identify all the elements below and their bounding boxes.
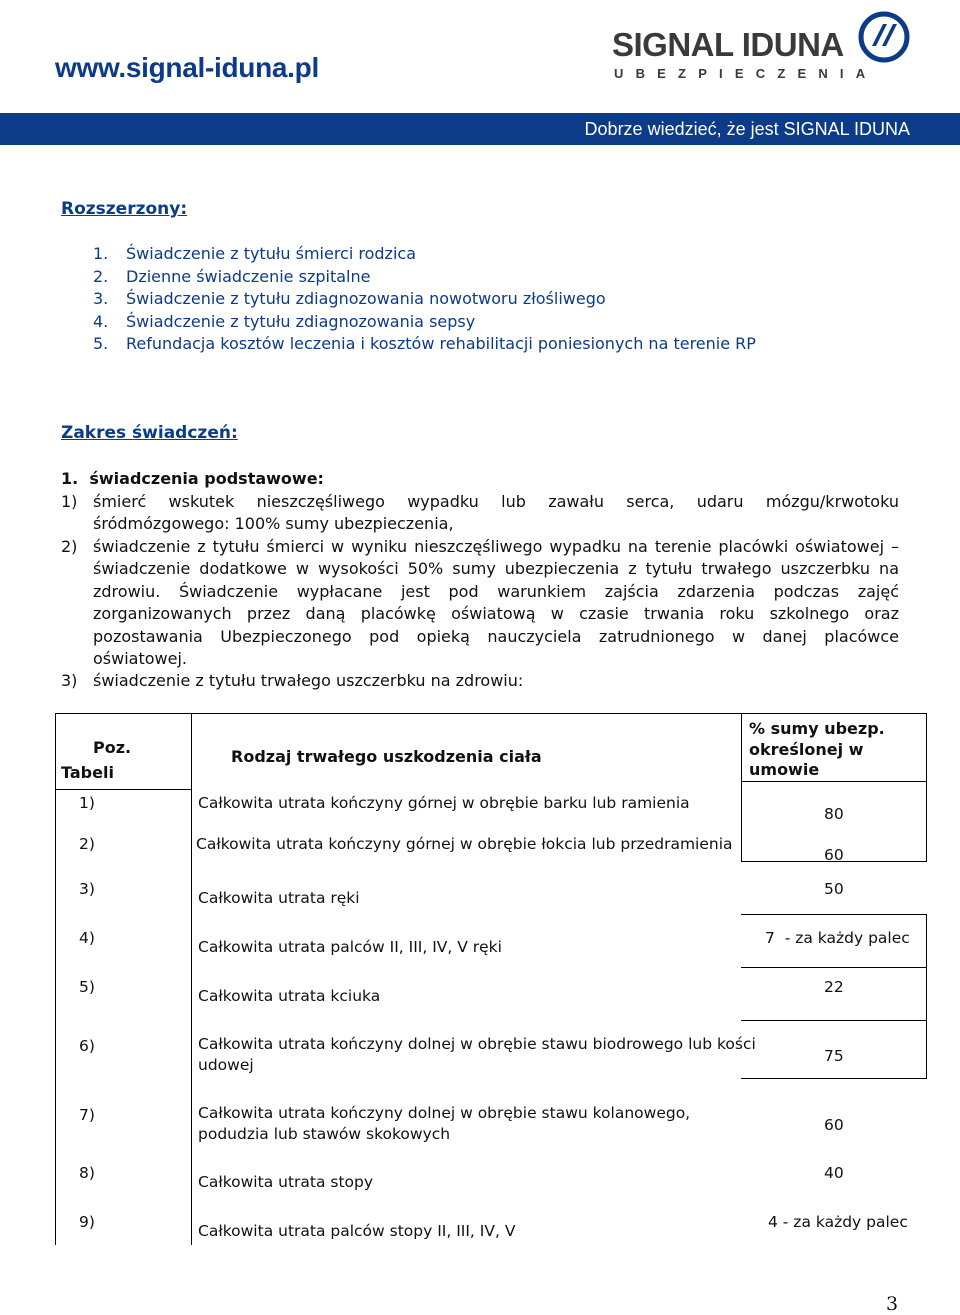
row-value: 75 (824, 1047, 844, 1065)
row-position: 3) (79, 880, 95, 898)
row-position: 2) (79, 835, 95, 853)
row-position: 1) (79, 794, 95, 812)
header-position-line1: Poz. (93, 738, 132, 757)
header-position-line2: Tabeli (61, 763, 114, 782)
tagline: Dobrze wiedzieć, że jest SIGNAL IDUNA (584, 119, 910, 139)
paragraph-death-accident: śmierć wskutek nieszczęśliwego wypadku lub zawału serca, udaru mózgu/krwotoku śródmózgowego: 100% sumy ubezpieczenia, (93, 492, 899, 534)
row-position: 6) (79, 1037, 95, 1055)
item-label: 1) (61, 492, 78, 511)
injury-table (55, 713, 927, 1245)
row-value: 7 - za każdy palec (765, 929, 910, 947)
row-description-cont: podudzia lub stawów skokowych (198, 1125, 451, 1143)
list-item: 3. Świadczenie z tytułu zdiagnozowania nowotworu złośliwego (93, 289, 606, 308)
site-url[interactable]: www.signal-iduna.pl (55, 52, 319, 83)
row-description: Całkowita utrata kończyny dolnej w obrębie stawu kolanowego, (198, 1104, 691, 1122)
row-description: Całkowita utrata kończyny górnej w obrębie barku lub ramienia (198, 794, 690, 812)
item-label: 2) (61, 537, 78, 556)
item-label: 3) (61, 671, 78, 690)
header-injury-type: Rodzaj trwałego uszkodzenia ciała (231, 747, 542, 766)
row-value: 80 (824, 805, 844, 823)
row-description-cont: udowej (198, 1056, 254, 1074)
list-item: 1. Świadczenie z tytułu śmierci rodzica (93, 244, 416, 263)
paragraph-school-death: świadczenie z tytułu śmierci w wyniku nieszczęśliwego wypadku na terenie placówki oświatowej – świadczenie dodatkowe w wysokości 50% sumy ubezpieczenia z tytułu trwałego uszczerbku na zdrowiu. Świadczenie wypłacane jest pod warunkiem zajścia zdarzenia podczas zajęć zorganizowanych przez daną placówkę oświatową w czasie trwania roku szkolnego oraz pozostawania Ubezpieczonego pod opieką nauczyciela zatrudnionego w danej placówce oświatowej. (93, 537, 899, 668)
list-item: 4. Świadczenie z tytułu zdiagnozowania sepsy (93, 311, 476, 331)
header-percent-line2: określonej w (749, 740, 864, 759)
basic-benefits-heading: 1. świadczenia podstawowe: (61, 469, 324, 488)
row-description: Całkowita utrata palców II, III, IV, V ręki (198, 938, 502, 956)
list-item: 2. Dzienne świadczenie szpitalne (93, 266, 371, 286)
row-position: 7) (79, 1106, 95, 1124)
row-value: 60 (824, 1116, 844, 1134)
brand-logo-block (612, 10, 912, 90)
row-value: 50 (824, 880, 844, 898)
page-number: 3 (886, 1293, 899, 1315)
brand-subtitle: UBEZPIECZENIA (614, 66, 878, 81)
row-description: Całkowita utrata palców stopy II, III, IV, V (198, 1222, 516, 1240)
list-item: 5. Refundacja kosztów leczenia i kosztów rehabilitacji poniesionych na terenie RP (93, 334, 756, 353)
extended-section-title: Rozszerzony: (61, 199, 188, 219)
header-percent-line3: umowie (749, 760, 820, 779)
row-value: 4 - za każdy palec (768, 1213, 908, 1231)
extended-benefits-list (93, 243, 756, 356)
permanent-injury-heading: świadczenie z tytułu trwałego uszczerbku na zdrowiu: (93, 671, 524, 690)
brand-emblem-icon (856, 10, 912, 64)
header-percent-line1: % sumy ubezp. (749, 719, 885, 738)
row-description: Całkowita utrata kciuka (198, 987, 381, 1005)
scope-section-title: Zakres świadczeń: (61, 423, 238, 443)
row-description: Całkowita utrata kończyny górnej w obrębie łokcia lub przedramienia (196, 835, 733, 853)
row-description: Całkowita utrata kończyny dolnej w obrębie stawu biodrowego lub kości (198, 1035, 756, 1053)
brand-name: SIGNAL IDUNA (612, 26, 844, 63)
row-position: 4) (79, 929, 95, 947)
page-header (0, 0, 960, 145)
row-value: 40 (824, 1164, 844, 1182)
tagline-bar (0, 113, 960, 145)
row-description: Całkowita utrata ręki (198, 889, 360, 907)
row-position: 8) (79, 1164, 95, 1182)
row-position: 9) (79, 1213, 95, 1231)
row-position: 5) (79, 978, 95, 996)
row-description: Całkowita utrata stopy (198, 1173, 374, 1191)
row-value: 22 (824, 978, 844, 996)
row-value: 60 (824, 846, 844, 864)
